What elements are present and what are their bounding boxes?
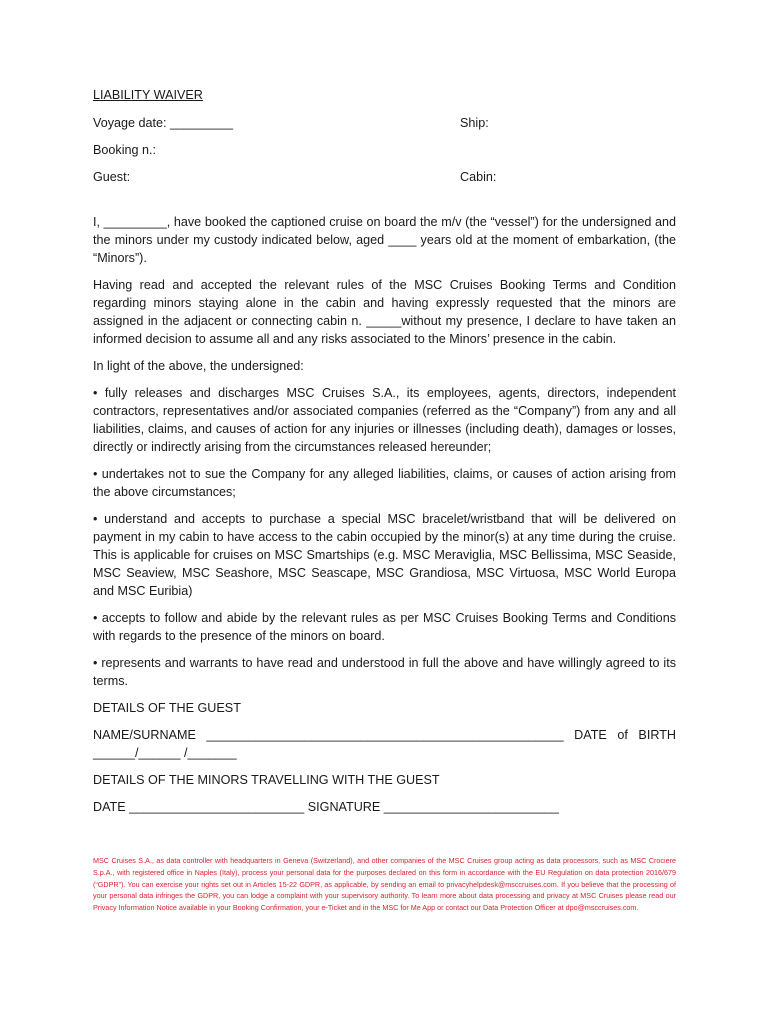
in-light-paragraph: In light of the above, the undersigned: xyxy=(93,359,304,373)
cabin-field: Cabin: xyxy=(460,170,497,184)
voyage-date-field: Voyage date: _________ xyxy=(93,116,234,130)
name-dob-line: NAME/SURNAME ___________________________________________________ DATE of BIRTH ______/______ /_______ xyxy=(93,728,676,760)
privacy-footer: MSC Cruises S.A., as data controller with headquarters in Geneva (Switzerland), and other companies of the MSC Cruises group acting as data processors, such as MSC Crociere S.p.A., with registered office in Naples (Italy), process your personal data for the purposes declared on this form in accordance with the EU Regulation on data protection 2016/679 (“GDPR”). You can exercise your rights set out in Articles 15-22 GDPR, as applicable, by sending an email to privacyhelpdesk@msccruises.com. If you believe that the processing of your personal data infringes the GDPR, you can lodge a complaint with your supervisory authority. To learn more about data processing and privacy at MSC Cruises please read our Privacy Information Notice available in your Booking Confirmation, your e-Ticket and in the MSC for Me App or contact our Data Protection Officer at dpo@msccruises.com. xyxy=(93,856,676,913)
bullet-release: • fully releases and discharges MSC Cruises S.A., its employees, agents, directors, independent contractors, representatives and/or associated companies (referred as the “Company”) from any and all liabilities, claims, and causes of action for any injuries or illnesses (including death), damages or losses, directly or indirectly arising from the circumstances released hereunder; xyxy=(93,386,676,454)
guest-field: Guest: xyxy=(93,170,131,184)
waiver-body xyxy=(93,86,676,825)
bullet-represents: • represents and warrants to have read and understood in full the above and have willingly agreed to its terms. xyxy=(93,656,676,688)
booking-field: Booking n.: xyxy=(93,143,157,157)
document-title: LIABILITY WAIVER xyxy=(93,88,203,102)
bullet-no-sue: • undertakes not to sue the Company for any alleged liabilities, claims, or causes of action arising from the above circumstances; xyxy=(93,467,676,499)
spacer xyxy=(93,195,676,213)
details-guest-heading: DETAILS OF THE GUEST xyxy=(93,701,241,715)
details-minors-heading: DETAILS OF THE MINORS TRAVELLING WITH THE GUEST xyxy=(93,773,440,787)
guest-cabin-row xyxy=(93,168,676,186)
date-signature-line: DATE _________________________ SIGNATURE _________________________ xyxy=(93,800,559,814)
rules-paragraph: Having read and accepted the relevant rules of the MSC Cruises Booking Terms and Condition regarding minors staying alone in the cabin and having expressly requested that the minors are assigned in the adjacent or connecting cabin n. _____without my presence, I declare to have taken an informed decision to assume all and any risks associated to the Minors’ presence in the cabin. xyxy=(93,278,676,346)
ship-field: Ship: xyxy=(460,116,489,130)
bullet-abide-rules: • accepts to follow and abide by the relevant rules as per MSC Cruises Booking Terms and Conditions with regards to the presence of the minors on board. xyxy=(93,611,676,643)
bullet-bracelet: • understand and accepts to purchase a special MSC bracelet/wristband that will be delivered on payment in my cabin to have access to the cabin occupied by the minor(s) at any time during the cruise. This is applicable for cruises on MSC Smartships (e.g. MSC Meraviglia, MSC Bellissima, MSC Seaside, MSC Seaview, MSC Seashore, MSC Seascape, MSC Grandiosa, MSC Virtuosa, MSC World Europa and MSC Euribia) xyxy=(93,512,676,598)
voyage-ship-row xyxy=(93,114,676,132)
intro-paragraph: I, _________, have booked the captioned cruise on board the m/v (the “vessel”) for the undersigned and the minors under my custody indicated below, aged ____ years old at the moment of embarkation, (the “Minors”). xyxy=(93,215,676,265)
